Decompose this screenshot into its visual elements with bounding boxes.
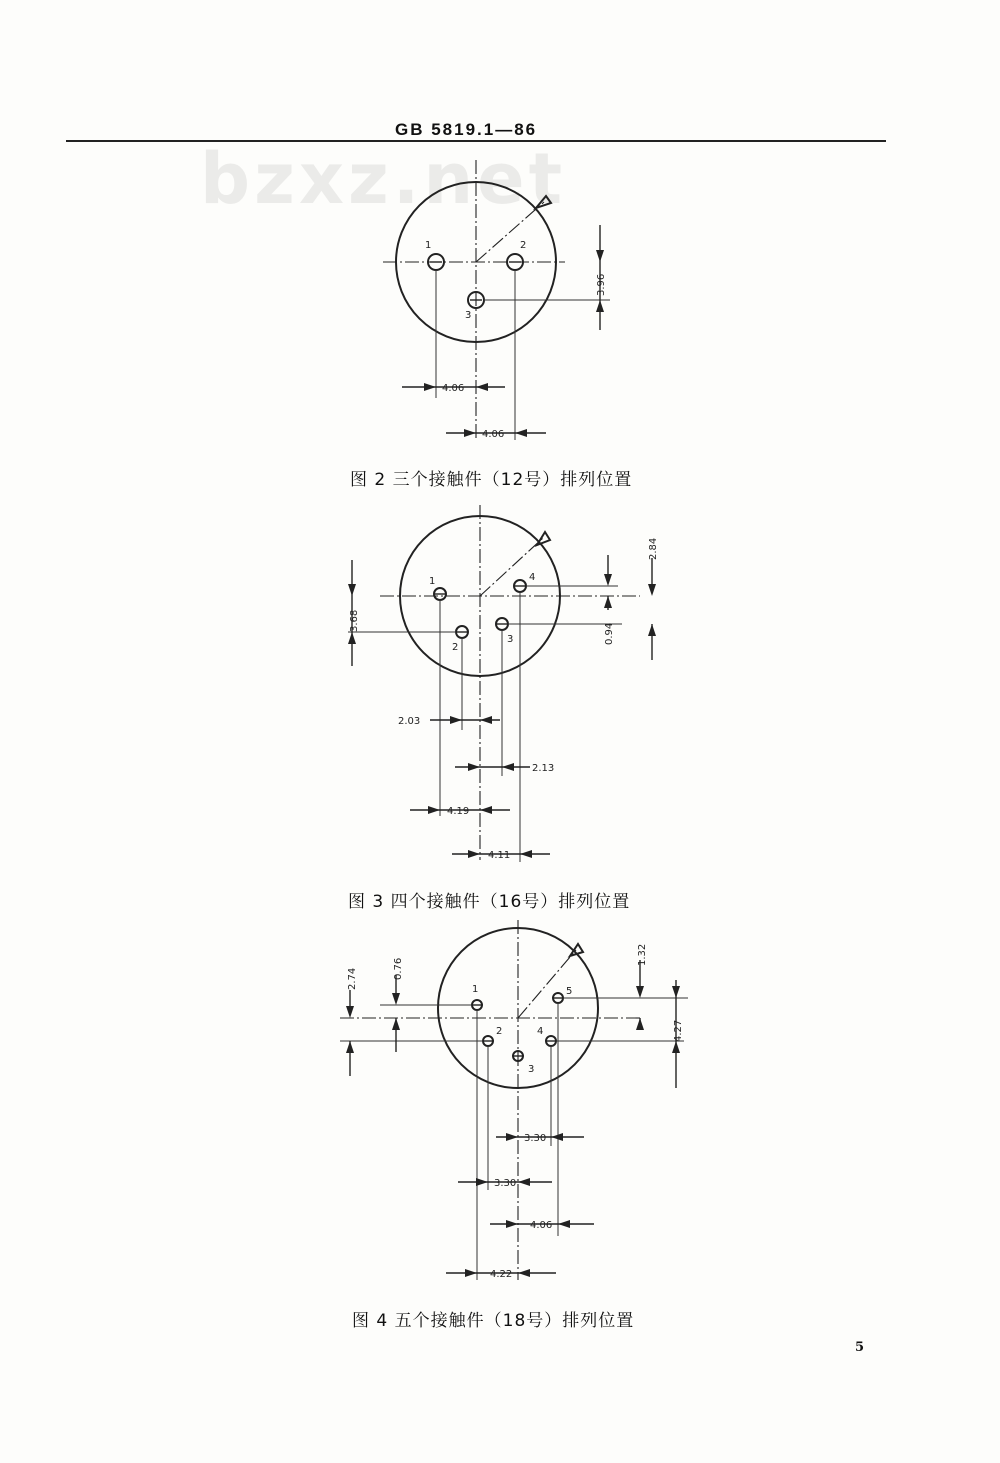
fig4-dim-1-32: 1.32 [637, 943, 648, 966]
fig2-dim-vertical: 3.96 [596, 273, 607, 296]
fig4-contact-4 [546, 1036, 556, 1046]
fig3-pin-label-1: 1 [429, 576, 436, 587]
figure-2-caption: 图 2 三个接触件（12号）排列位置 [350, 470, 633, 490]
fig3-dim-3-68: 3.68 [349, 609, 360, 632]
fig4-contact-1 [472, 1000, 482, 1010]
fig2-dim-pin2-offset: 4.06 [482, 429, 505, 440]
fig3-dim-4-19: 4.19 [447, 806, 470, 817]
page-number: 5 [855, 1340, 865, 1355]
fig3-dim-2-84: 2.84 [648, 537, 659, 560]
fig4-dim-3-30-upper: 3.30 [524, 1133, 547, 1144]
fig4-contact-2 [483, 1036, 493, 1046]
fig3-pin-label-3: 3 [507, 634, 514, 645]
fig4-dim-4-06: 4.06 [530, 1220, 553, 1231]
fig4-pin-label-5: 5 [566, 986, 573, 997]
fig4-dim-3-30-lower: 3.30 [494, 1178, 517, 1189]
fig4-dim-4-22: 4.22 [490, 1269, 513, 1280]
figure-4-caption: 图 4 五个接触件（18号）排列位置 [352, 1311, 635, 1331]
fig4-dim-0-76: 0.76 [393, 957, 404, 980]
fig2-dim-pin1-offset: 4.06 [442, 383, 465, 394]
fig2-pin-label-1: 1 [425, 240, 432, 251]
fig4-contact-5 [553, 993, 563, 1003]
fig4-pin-label-3: 3 [528, 1064, 535, 1075]
fig3-dim-2-03: 2.03 [398, 716, 421, 727]
fig3-dim-4-11: 4.11 [488, 850, 511, 861]
fig3-dim-2-13: 2.13 [532, 763, 555, 774]
fig3-pin-label-2: 2 [452, 642, 459, 653]
fig4-pin-label-4: 4 [537, 1026, 544, 1037]
fig3-dim-0-94: 0.94 [604, 622, 615, 645]
watermark: bzxz.net [200, 138, 567, 220]
fig4-key-centerline [518, 950, 576, 1018]
fig4-dim-2-74: 2.74 [347, 967, 358, 990]
fig4-pin-label-2: 2 [496, 1026, 503, 1037]
fig2-pin-label-2: 2 [520, 240, 527, 251]
fig3-pin-label-4: 4 [529, 572, 536, 583]
fig4-dim-4-27: 4.27 [673, 1019, 684, 1042]
standard-code-header: GB 5819.1—86 [395, 120, 538, 139]
figure-3-caption: 图 3 四个接触件（16号）排列位置 [348, 892, 631, 912]
fig4-pin-label-1: 1 [472, 984, 479, 995]
fig2-pin-label-3: 3 [465, 310, 472, 321]
